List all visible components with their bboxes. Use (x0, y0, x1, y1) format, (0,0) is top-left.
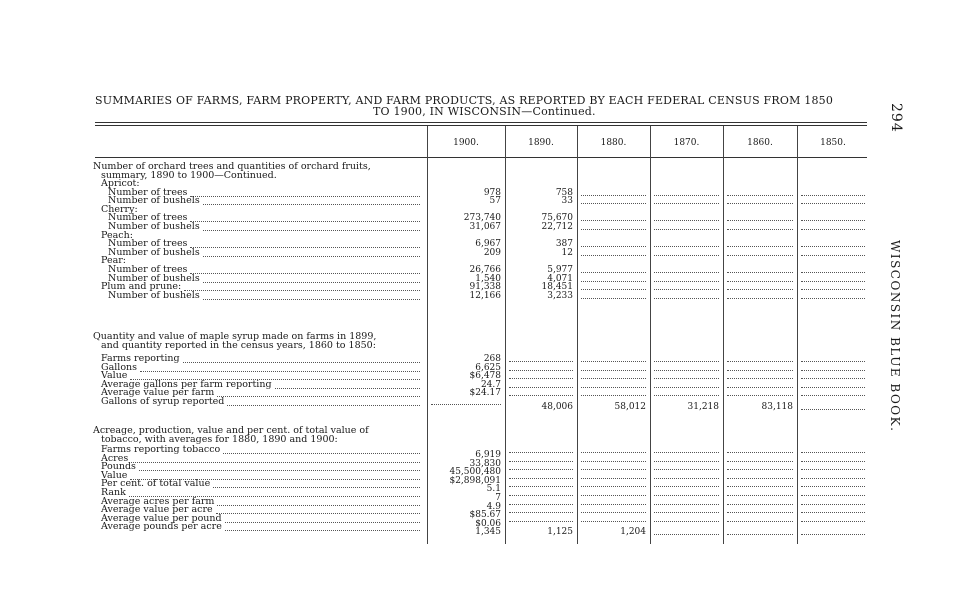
empty-cell-dots (581, 228, 646, 230)
empty-cell-dots (727, 202, 793, 204)
cell-value: 5.1 (486, 484, 501, 495)
column-divider (577, 126, 578, 544)
row-label (101, 523, 222, 532)
row-label-text: Number of bushels (108, 272, 200, 284)
cell-value: 57 (489, 196, 501, 207)
empty-cell-dots (654, 485, 719, 487)
empty-cell-dots (727, 460, 793, 462)
row-label-text: Number of orchard trees and quantities of orchard fruits, (93, 161, 371, 172)
leader-dots (225, 529, 420, 531)
empty-cell-dots (581, 254, 646, 256)
top-rule-2 (95, 125, 867, 126)
row-label-text: Gallons of syrup reported (101, 396, 225, 407)
row-label-text: Quantity and value of maple syrup made on farms in 1899, (93, 331, 377, 342)
empty-cell-dots (727, 194, 793, 196)
empty-cell-dots (509, 451, 573, 453)
column-divider (723, 126, 724, 544)
row-label (101, 339, 376, 351)
cell-value: 4,071 (547, 273, 573, 284)
row-label-text: Number of trees (108, 186, 188, 198)
empty-cell-dots (581, 511, 646, 513)
row-label-text: Number of bushels (108, 289, 200, 301)
cell-value: 31,218 (687, 402, 719, 412)
empty-cell-dots (581, 477, 646, 479)
row-label-text: Farms reporting (101, 353, 180, 364)
row-label-text: Cherry: (101, 203, 138, 215)
empty-cell-dots (509, 369, 573, 371)
row-label-text: Peach: (101, 229, 133, 241)
empty-cell-dots (654, 280, 719, 282)
cell-value: 26,766 (469, 265, 501, 275)
empty-cell-dots (654, 219, 719, 221)
row-label-text: Rank (101, 487, 126, 498)
empty-cell-dots (581, 468, 646, 470)
empty-cell-dots (801, 377, 865, 379)
cell-value: $0.06 (475, 518, 501, 529)
leader-dots (217, 395, 420, 397)
column-header-1880: 1880. (600, 138, 627, 148)
empty-cell-dots (727, 451, 793, 453)
column-header-1890: 1890. (528, 138, 554, 148)
empty-cell-dots (801, 288, 865, 290)
leader-dots (203, 203, 420, 205)
cell-value: 12 (561, 247, 573, 258)
cell-value: 758 (555, 187, 573, 198)
leader-dots (203, 281, 420, 283)
empty-cell-dots (801, 511, 865, 513)
leader-dots (203, 229, 420, 231)
empty-cell-dots (654, 369, 719, 371)
leader-dots (203, 255, 420, 257)
empty-cell-dots (801, 202, 865, 204)
row-label-text: Pounds (101, 461, 136, 473)
empty-cell-dots (581, 369, 646, 371)
cell-value: 268 (483, 354, 501, 364)
empty-cell-dots (654, 245, 719, 247)
empty-cell-dots (801, 254, 865, 256)
empty-cell-dots (727, 377, 793, 379)
empty-cell-dots (727, 245, 793, 247)
leader-dots (275, 387, 420, 389)
cell-value: $24.17 (469, 388, 501, 399)
empty-cell-dots (801, 451, 865, 453)
leader-dots (216, 512, 420, 514)
empty-cell-dots (727, 280, 793, 282)
cell-value: 91,338 (469, 282, 501, 293)
empty-cell-dots (509, 360, 573, 362)
row-label-text: Number of bushels (108, 246, 200, 258)
empty-cell-dots (801, 297, 865, 299)
empty-cell-dots (581, 297, 646, 299)
leader-dots (139, 469, 420, 471)
empty-cell-dots (727, 477, 793, 479)
empty-cell-dots (801, 219, 865, 221)
empty-cell-dots (431, 403, 501, 405)
cell-value: 4.9 (486, 501, 501, 512)
empty-cell-dots (801, 386, 865, 388)
cell-value: 6,625 (475, 362, 501, 373)
leader-dots (140, 370, 420, 372)
leader-dots (217, 504, 420, 506)
row-label-text: Plum and prune: (101, 281, 182, 293)
empty-cell-dots (581, 386, 646, 388)
empty-cell-dots (509, 511, 573, 513)
empty-cell-dots (801, 408, 865, 410)
row-label-text: Gallons (101, 361, 138, 373)
empty-cell-dots (581, 503, 646, 505)
cell-value: 33,830 (469, 458, 501, 469)
empty-cell-dots (654, 202, 719, 204)
running-head: WISCONSIN BLUE BOOK. (888, 240, 902, 433)
empty-cell-dots (581, 280, 646, 282)
cell-value: 209 (483, 247, 501, 258)
cell-value: 31,067 (469, 222, 501, 232)
row-label-text: Apricot: (101, 178, 140, 189)
empty-cell-dots (654, 288, 719, 290)
empty-cell-dots (727, 468, 793, 470)
empty-cell-dots (727, 219, 793, 221)
cell-value: $2,898,091 (449, 475, 501, 486)
empty-cell-dots (727, 386, 793, 388)
empty-cell-dots (581, 219, 646, 221)
empty-cell-dots (801, 533, 865, 535)
empty-cell-dots (654, 511, 719, 513)
empty-cell-dots (654, 297, 719, 299)
cell-value: 24.7 (480, 379, 501, 390)
empty-cell-dots (654, 494, 719, 496)
leader-dots (225, 521, 420, 523)
page-number: 294 (888, 103, 904, 133)
empty-cell-dots (581, 360, 646, 362)
top-rule (95, 122, 867, 123)
cell-value: 1,540 (475, 273, 501, 284)
cell-value: 1,345 (475, 527, 501, 538)
empty-cell-dots (727, 520, 793, 522)
empty-cell-dots (654, 520, 719, 522)
leader-dots (213, 486, 420, 488)
empty-cell-dots (581, 460, 646, 462)
leader-dots (190, 195, 420, 197)
empty-cell-dots (801, 369, 865, 371)
empty-cell-dots (727, 271, 793, 273)
title-line-2: TO 1900, IN WISCONSIN—Continued. (373, 105, 596, 118)
empty-cell-dots (801, 394, 865, 396)
row-label-text: Average value per acre (101, 504, 213, 516)
cell-value: 6,967 (475, 239, 501, 250)
row-label-text: Number of trees (108, 264, 188, 275)
cell-value: 12,166 (469, 290, 501, 301)
empty-cell-dots (727, 254, 793, 256)
empty-cell-dots (801, 477, 865, 479)
empty-cell-dots (727, 394, 793, 396)
empty-cell-dots (509, 485, 573, 487)
leader-dots (203, 298, 420, 300)
empty-cell-dots (581, 394, 646, 396)
empty-cell-dots (581, 194, 646, 196)
cell-value: 273,740 (463, 213, 501, 224)
cell-value: 1,125 (547, 527, 573, 538)
table-title (95, 95, 885, 117)
empty-cell-dots (509, 494, 573, 496)
empty-cell-dots (581, 271, 646, 273)
empty-cell-dots (801, 460, 865, 462)
empty-cell-dots (801, 228, 865, 230)
empty-cell-dots (509, 460, 573, 462)
title-line-1: SUMMARIES OF FARMS, FARM PROPERTY, AND FARM PRODUCTS, AS REPORTED BY EACH FEDERAL CENSUS FROM 1850 (95, 94, 834, 107)
empty-cell-dots (654, 254, 719, 256)
column-divider (797, 126, 798, 544)
row-label-text: Number of trees (108, 238, 188, 250)
cell-value: 1,204 (620, 527, 646, 538)
empty-cell-dots (801, 245, 865, 247)
row-label (101, 433, 338, 445)
empty-cell-dots (801, 280, 865, 282)
cell-value: 22,712 (541, 222, 573, 232)
empty-cell-dots (581, 377, 646, 379)
cell-value: 18,451 (541, 282, 573, 293)
row-label-text: Acres (101, 452, 129, 464)
row-label-text: Value (101, 370, 128, 382)
empty-cell-dots (581, 485, 646, 487)
empty-cell-dots (801, 485, 865, 487)
empty-cell-dots (654, 503, 719, 505)
row-label-text: Acreage, production, value and per cent. of total value of (93, 425, 369, 436)
cell-value: 978 (483, 187, 501, 198)
empty-cell-dots (727, 485, 793, 487)
row-label (101, 398, 224, 407)
cell-value: 33 (561, 196, 573, 207)
empty-cell-dots (801, 494, 865, 496)
empty-cell-dots (654, 394, 719, 396)
row-label-text: summary, 1890 to 1900—Continued. (101, 169, 277, 181)
row-label-text: Number of trees (108, 212, 188, 224)
column-divider (650, 126, 651, 544)
empty-cell-dots (581, 520, 646, 522)
cell-value: 5,977 (547, 265, 573, 275)
empty-cell-dots (509, 394, 573, 396)
empty-cell-dots (581, 288, 646, 290)
row-label-text: Average pounds per acre (101, 521, 222, 533)
empty-cell-dots (801, 194, 865, 196)
cell-value: 83,118 (761, 402, 793, 412)
empty-cell-dots (654, 386, 719, 388)
empty-cell-dots (801, 520, 865, 522)
cell-value: 3,233 (547, 290, 573, 301)
row-label (108, 289, 200, 301)
cell-value: 6,919 (475, 450, 501, 460)
empty-cell-dots (654, 360, 719, 362)
empty-cell-dots (654, 271, 719, 273)
cell-value: 48,006 (541, 402, 573, 412)
leader-dots (131, 461, 420, 463)
row-label-text: Value (101, 469, 128, 481)
empty-cell-dots (654, 194, 719, 196)
empty-cell-dots (654, 460, 719, 462)
empty-cell-dots (727, 228, 793, 230)
header-rule (95, 157, 867, 158)
empty-cell-dots (801, 503, 865, 505)
cell-value: 45,500,480 (449, 467, 501, 478)
row-label-text: Number of bushels (108, 195, 200, 207)
empty-cell-dots (509, 377, 573, 379)
row-label-text: Pear: (101, 255, 126, 267)
row-label-text: Average acres per farm (101, 495, 215, 507)
cell-value: 7 (495, 493, 501, 503)
empty-cell-dots (727, 533, 793, 535)
cell-value: $6,478 (469, 371, 501, 382)
empty-cell-dots (727, 288, 793, 290)
row-label-text: Farms reporting tobacco (101, 444, 221, 455)
empty-cell-dots (654, 228, 719, 230)
row-label-text: Average value per pound (101, 512, 222, 524)
leader-dots (184, 289, 420, 291)
empty-cell-dots (654, 468, 719, 470)
leader-dots (190, 246, 420, 248)
row-label-text: Average value per farm (101, 387, 215, 399)
empty-cell-dots (727, 360, 793, 362)
empty-cell-dots (581, 451, 646, 453)
empty-cell-dots (654, 377, 719, 379)
column-header-1870: 1870. (673, 138, 700, 148)
column-header-1850: 1850. (820, 138, 846, 148)
leader-dots (190, 272, 420, 274)
column-header-1860: 1860. (747, 138, 773, 148)
empty-cell-dots (727, 511, 793, 513)
row-label-text: and quantity reported in the census years, 1860 to 1850: (101, 339, 376, 351)
empty-cell-dots (509, 503, 573, 505)
cell-value: 58,012 (614, 402, 646, 412)
empty-cell-dots (581, 494, 646, 496)
empty-cell-dots (727, 503, 793, 505)
empty-cell-dots (801, 360, 865, 362)
cell-value: 75,670 (541, 213, 573, 224)
row-label-text: Average gallons per farm reporting (101, 378, 272, 390)
leader-dots (227, 404, 420, 406)
empty-cell-dots (654, 533, 719, 535)
row-label-text: Number of bushels (108, 221, 200, 232)
leader-dots (190, 220, 420, 222)
empty-cell-dots (509, 386, 573, 388)
empty-cell-dots (509, 520, 573, 522)
empty-cell-dots (581, 245, 646, 247)
leader-dots (223, 452, 420, 454)
leader-dots (183, 361, 420, 363)
empty-cell-dots (509, 477, 573, 479)
empty-cell-dots (654, 477, 719, 479)
row-label-text: Per cent. of total value (101, 478, 211, 490)
empty-cell-dots (801, 271, 865, 273)
empty-cell-dots (801, 468, 865, 470)
column-header-1900: 1900. (453, 138, 479, 148)
empty-cell-dots (727, 369, 793, 371)
cell-value: 387 (555, 239, 573, 250)
empty-cell-dots (654, 451, 719, 453)
empty-cell-dots (727, 297, 793, 299)
row-label-text: tobacco, with averages for 1880, 1890 and 1900: (101, 433, 338, 445)
empty-cell-dots (581, 202, 646, 204)
empty-cell-dots (727, 494, 793, 496)
empty-cell-dots (509, 468, 573, 470)
cell-value: $85.67 (469, 510, 501, 521)
